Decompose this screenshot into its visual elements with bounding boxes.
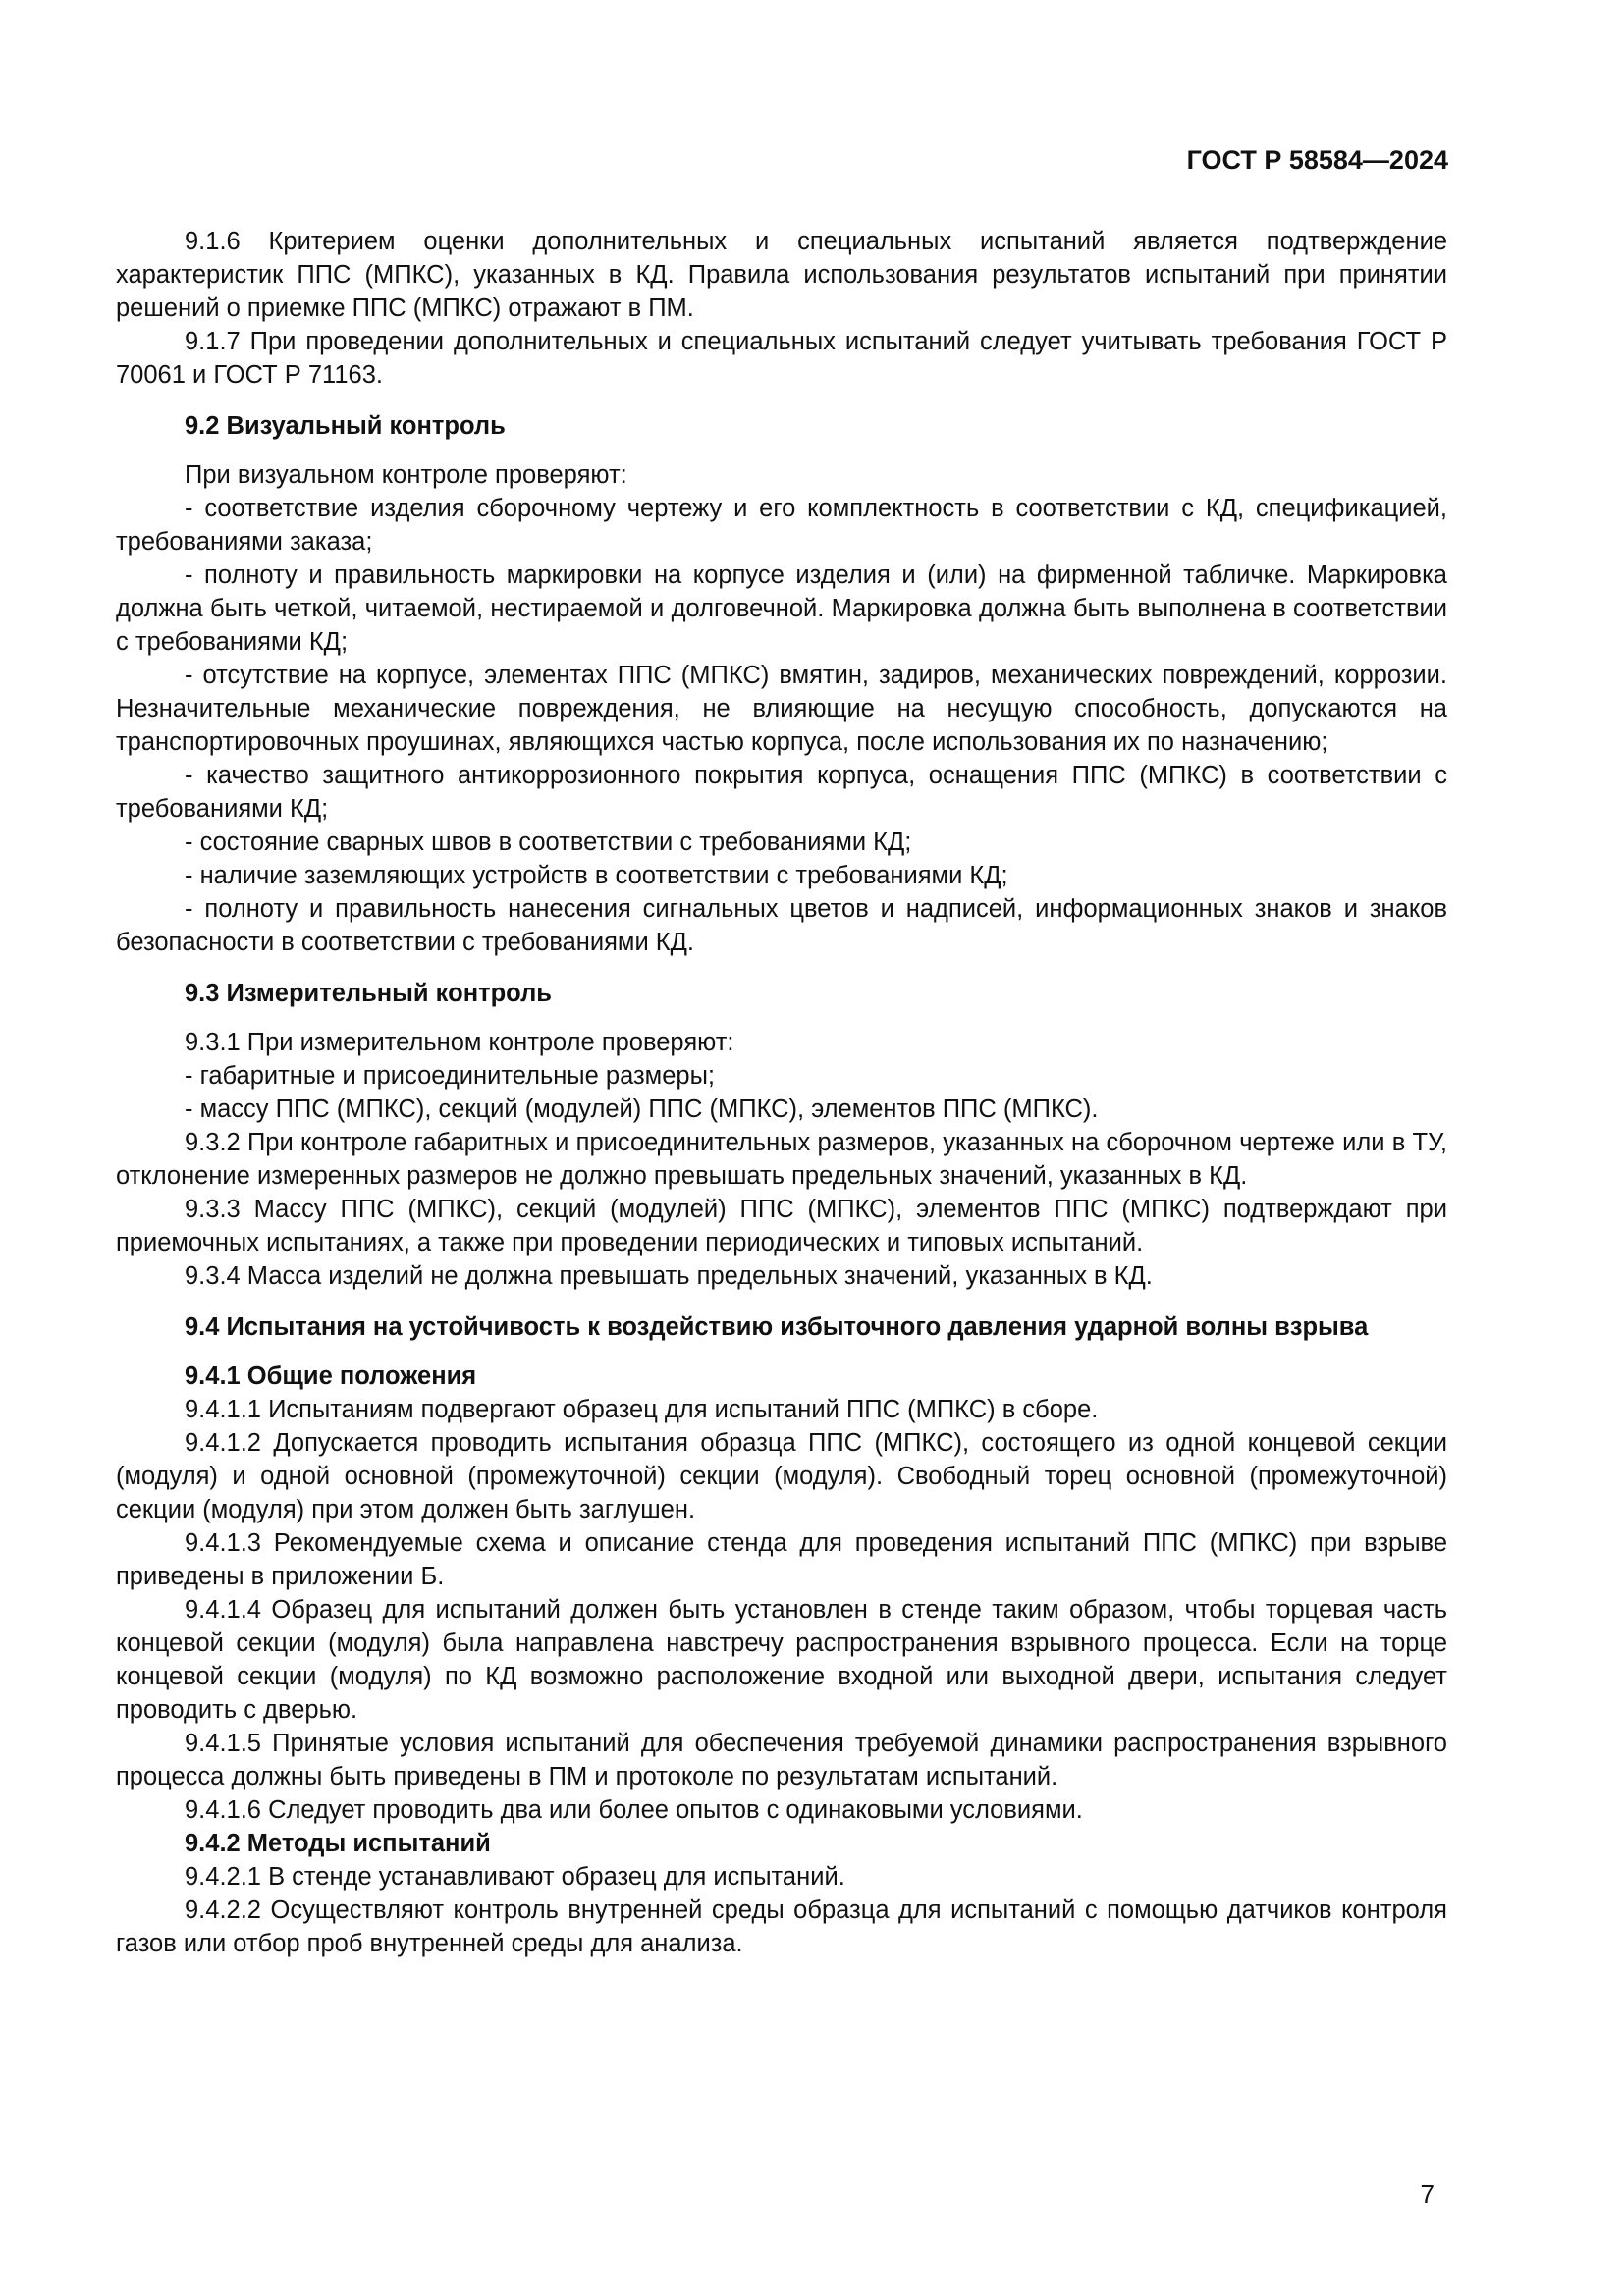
list-item: - наличие заземляющих устройств в соответствии с требованиями КД;	[185, 862, 1008, 889]
list-item: - отсутствие на корпусе, элементах ППС (МПКС) вмятин, задиров, механических повреждений, коррозии. Незначительные механические повреждения, не влияющие на несущую способность, допускаются на транспортировочных проушинах, являющихся частью корпуса, после использования их по назначению;	[116, 662, 1447, 756]
section-heading-9-4: 9.4 Испытания на устойчивость к воздействию избыточного давления ударной волны взрыва	[185, 1313, 1369, 1341]
page-number: 7	[1420, 2179, 1435, 2209]
list-item: - соответствие изделия сборочному чертежу и его комплектность в соответствии с КД, спецификацией, требованиями заказа;	[116, 495, 1447, 556]
subsection-heading-9-4-1: 9.4.1 Общие положения	[185, 1362, 477, 1390]
paragraph-9-3-2: 9.3.2 При контроле габаритных и присоединительных размеров, указанных на сборочном чертеже или в ТУ, отклонение измеренных размеров не должно превышать предельных значений, указанных в КД.	[116, 1129, 1447, 1190]
list-item: - полноту и правильность маркировки на корпусе изделия и (или) на фирменной табличке. Маркировка должна быть четкой, читаемой, нестираемой и долговечной. Маркировка должна быть выполнена в соответствии с требованиями КД;	[116, 561, 1447, 656]
paragraph-9-3-1: 9.3.1 При измерительном контроле проверяют:	[185, 1029, 734, 1056]
paragraph-9-4-1-3: 9.4.1.3 Рекомендуемые схема и описание стенда для проведения испытаний ППС (МПКС) при взрыве приведены в приложении Б.	[116, 1529, 1447, 1590]
paragraph-9-1-7: 9.1.7 При проведении дополнительных и специальных испытаний следует учитывать требования ГОСТ Р 70061 и ГОСТ Р 71163.	[116, 328, 1447, 389]
section-heading-9-3: 9.3 Измерительный контроль	[185, 980, 552, 1007]
paragraph-9-1-6: 9.1.6 Критерием оценки дополнительных и специальных испытаний является подтверждение характеристик ППС (МПКС), указанных в КД. Правила использования результатов испытаний при принятии решений о приемке ППС (МПКС) отражают в ПМ.	[116, 228, 1447, 322]
paragraph-9-4-1-6: 9.4.1.6 Следует проводить два или более опытов с одинаковыми условиями.	[185, 1796, 1083, 1824]
list-item: - габаритные и присоединительные размеры;	[185, 1062, 715, 1090]
list-item: - качество защитного антикоррозионного покрытия корпуса, оснащения ППС (МПКС) в соответствии с требованиями КД;	[116, 762, 1447, 823]
list-item: - массу ППС (МПКС), секций (модулей) ППС (МПКС), элементов ППС (МПКС).	[185, 1095, 1099, 1123]
page-body	[116, 225, 1447, 1960]
paragraph-9-3-4: 9.3.4 Масса изделий не должна превышать предельных значений, указанных в КД.	[185, 1262, 1153, 1290]
paragraph-9-4-1-4: 9.4.1.4 Образец для испытаний должен быть установлен в стенде таким образом, чтобы торцевая часть концевой секции (модуля) была направлена навстречу распространения взрывного процесса. Если на торце концевой секции (модуля) по КД возможно расположение входной или выходной двери, испытания следует проводить с дверью.	[116, 1596, 1447, 1724]
paragraph-9-4-2-1: 9.4.2.1 В стенде устанавливают образец для испытаний.	[185, 1863, 845, 1891]
paragraph-9-4-1-2: 9.4.1.2 Допускается проводить испытания образца ППС (МПКС), состоящего из одной концевой секции (модуля) и одной основной (промежуточной) секции (модуля). Свободный торец основной (промежуточной) секции (модуля) при этом должен быть заглушен.	[116, 1429, 1447, 1523]
section-heading-9-2: 9.2 Визуальный контроль	[185, 412, 506, 440]
paragraph-9-4-1-1: 9.4.1.1 Испытаниям подвергают образец для испытаний ППС (МПКС) в сборе.	[185, 1396, 1099, 1423]
paragraph-9-3-3: 9.3.3 Массу ППС (МПКС), секций (модулей) ППС (МПКС), элементов ППС (МПКС) подтверждают при приемочных испытаниях, а также при проведении периодических и типовых испытаний.	[116, 1196, 1447, 1256]
paragraph-9-4-2-2: 9.4.2.2 Осуществляют контроль внутренней среды образца для испытаний с помощью датчиков контроля газов или отбор проб внутренней среды для анализа.	[116, 1896, 1447, 1957]
subsection-heading-9-4-2: 9.4.2 Методы испытаний	[185, 1830, 491, 1857]
paragraph-9-4-1-5: 9.4.1.5 Принятые условия испытаний для обеспечения требуемой динамики распространения взрывного процесса должны быть приведены в ПМ и протоколе по результатам испытаний.	[116, 1730, 1447, 1790]
list-item: - полноту и правильность нанесения сигнальных цветов и надписей, информационных знаков и знаков безопасности в соответствии с требованиями КД.	[116, 895, 1447, 956]
paragraph-9-2-intro: При визуальном контроле проверяют:	[185, 461, 627, 489]
document-code: ГОСТ Р 58584—2024	[1186, 145, 1448, 175]
list-item: - состояние сварных швов в соответствии с требованиями КД;	[185, 828, 912, 856]
